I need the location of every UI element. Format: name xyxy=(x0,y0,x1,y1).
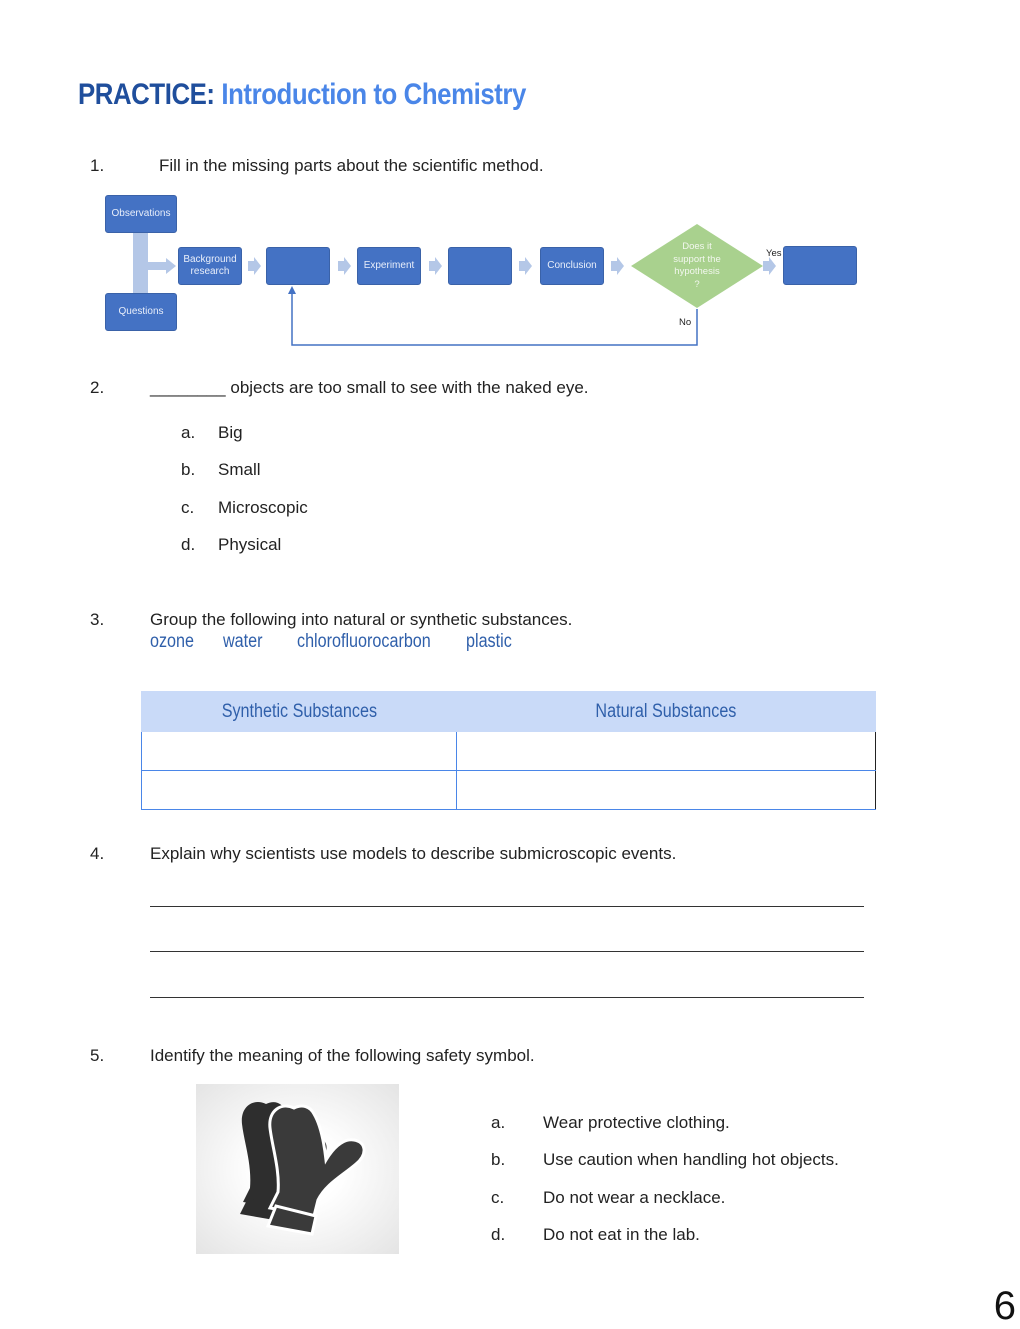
page-number: 6 xyxy=(993,1284,1016,1328)
question-5-number: 5. xyxy=(90,1046,105,1065)
decision-text xyxy=(655,241,739,291)
answer-line-3[interactable] xyxy=(150,997,864,998)
q5-option-c-letter: c. xyxy=(491,1188,505,1207)
substances-table xyxy=(141,691,876,810)
q5-option-c-text: Do not wear a necklace. xyxy=(543,1188,726,1207)
title-main: Introduction to Chemistry xyxy=(221,78,526,111)
q2-option-b-text: Small xyxy=(218,460,261,479)
header-synthetic xyxy=(142,692,457,732)
experiment-box: Experiment xyxy=(357,247,421,285)
arrow-2 xyxy=(338,257,351,275)
arrow-5 xyxy=(611,257,624,275)
blank-box-theory[interactable] xyxy=(783,246,857,285)
q2-option-a-text: Big xyxy=(218,423,243,442)
q5-option-b-letter: b. xyxy=(491,1150,506,1169)
oven-mitt-icon xyxy=(196,1084,399,1254)
decision-line-3: hypothesis xyxy=(674,266,720,277)
q2-option-c-letter: c. xyxy=(181,498,195,517)
arrow-3 xyxy=(429,257,442,275)
question-2-text: ________ objects are too small to see with the naked eye. xyxy=(150,378,589,397)
header-natural xyxy=(457,692,876,732)
bracket-vertical xyxy=(133,233,148,293)
natural-cell-1[interactable] xyxy=(457,732,876,771)
arrow-6 xyxy=(763,257,776,275)
bracket-arrow xyxy=(148,258,176,274)
feedback-arrowhead xyxy=(288,286,296,294)
yes-label: Yes xyxy=(766,248,782,259)
decision-line-2: support the xyxy=(673,253,721,265)
natural-cell-2[interactable] xyxy=(457,771,876,810)
no-label: No xyxy=(679,317,692,328)
table-header-row xyxy=(142,692,876,732)
q5-option-a-letter: a. xyxy=(491,1113,506,1132)
header-natural-label: Natural Substances xyxy=(595,700,737,722)
question-2-number: 2. xyxy=(90,378,105,397)
header-synthetic-label: Synthetic Substances xyxy=(221,700,377,722)
q5-option-d-letter: d. xyxy=(491,1225,506,1244)
conclusion-box: Conclusion xyxy=(540,247,604,285)
background-line-2: research xyxy=(190,266,230,277)
q5-option-d-text: Do not eat in the lab. xyxy=(543,1225,700,1244)
q2-option-c-text: Microscopic xyxy=(218,498,308,517)
q2-option-a-letter: a. xyxy=(181,423,196,442)
table-row xyxy=(142,771,876,810)
question-1-text: Fill in the missing parts about the scientific method. xyxy=(159,156,544,175)
feedback-loop-line xyxy=(292,292,697,345)
question-4-number: 4. xyxy=(90,844,105,863)
word-plastic: plastic xyxy=(466,631,512,652)
title-prefix: PRACTICE: xyxy=(78,78,215,111)
synthetic-cell-1[interactable] xyxy=(142,732,457,771)
oven-mitt-safety-symbol xyxy=(196,1084,399,1254)
background-line-1: Background xyxy=(183,254,237,265)
q5-option-b-text: Use caution when handling hot objects. xyxy=(543,1150,839,1169)
answer-line-2[interactable] xyxy=(150,951,864,952)
answer-line-1[interactable] xyxy=(150,906,864,907)
q5-option-a-text: Wear protective clothing. xyxy=(543,1113,730,1132)
word-ozone: ozone xyxy=(150,631,195,652)
blank-box-analysis[interactable] xyxy=(448,247,512,285)
synthetic-cell-2[interactable] xyxy=(142,771,457,810)
question-1-number: 1. xyxy=(90,156,105,175)
observations-box: Observations xyxy=(105,195,177,233)
question-4-text: Explain why scientists use models to describe submicroscopic events. xyxy=(150,844,677,863)
question-3-number: 3. xyxy=(90,610,105,629)
word-chlorofluorocarbon: chlorofluorocarbon xyxy=(297,631,431,652)
question-3-text: Group the following into natural or synthetic substances. xyxy=(150,610,573,629)
scientific-method-flowchart xyxy=(0,0,1020,380)
arrow-4 xyxy=(519,257,532,275)
blank-box-hypothesis[interactable] xyxy=(266,247,330,285)
decision-line-1: Does it xyxy=(682,241,712,252)
arrow-1 xyxy=(248,257,261,275)
q2-option-b-letter: b. xyxy=(181,460,196,479)
q2-option-d-letter: d. xyxy=(181,535,196,554)
word-water: water xyxy=(223,631,263,652)
table-row xyxy=(142,732,876,771)
q2-option-d-text: Physical xyxy=(218,535,282,554)
background-research-box xyxy=(178,247,242,285)
questions-box: Questions xyxy=(105,293,177,331)
decision-line-4: ? xyxy=(694,278,700,290)
question-5-text: Identify the meaning of the following safety symbol. xyxy=(150,1046,535,1065)
